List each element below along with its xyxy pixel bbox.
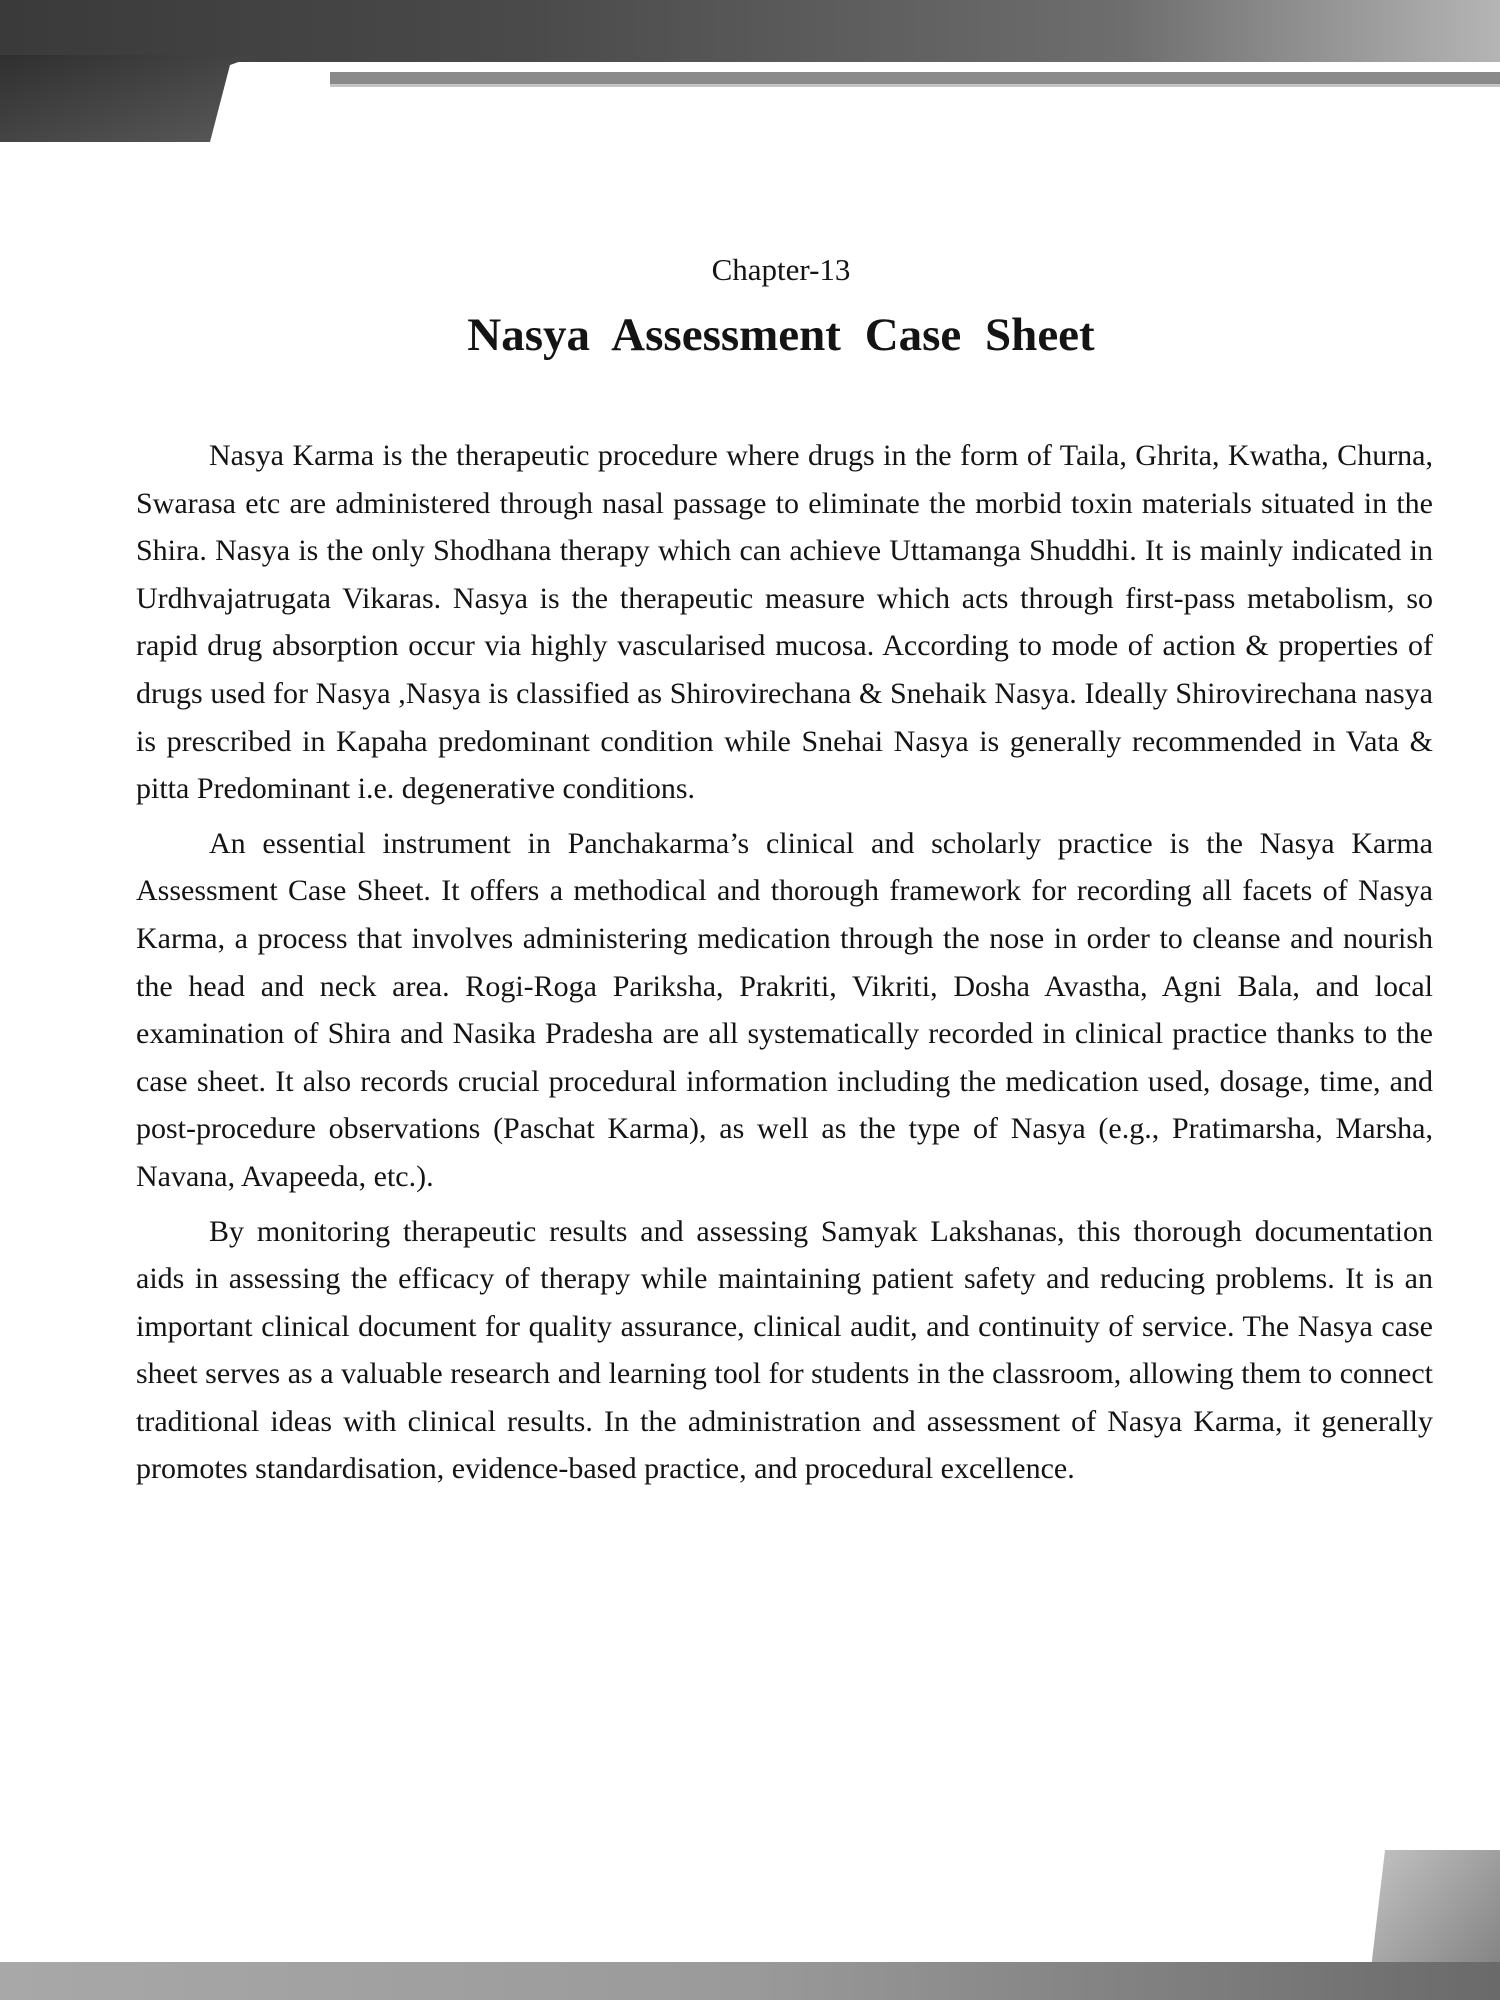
top-decorative-band — [0, 0, 1500, 142]
paragraph-3: By monitoring therapeutic results and assessing Samyak Lakshanas, this thorough documentation aids in assessing the efficacy of therapy while maintaining patient safety and reducing problems. It is an important clinical document for quality assurance, clinical audit, and continuity of service. The Nasya case sheet serves as a valuable research and learning tool for students in the classroom, allowing them to connect traditional ideas with clinical results. In the administration and assessment of Nasya Karma, it generally promotes standardisation, evidence-based practice, and procedural excellence. — [136, 1214, 1433, 1486]
bottom-decorative-band — [0, 1850, 1500, 2000]
paragraph-1: Nasya Karma is the therapeutic procedure where drugs in the form of Taila, Ghrita, Kwatha, Churna, Swarasa etc are administered through nasal passage to eliminate the morbid toxin materials situated in the Shira. Nasya is the only Shodhana therapy which can achieve Uttamanga Shuddhi. It is mainly indicated in Urdhvajatrugata Vikaras. Nasya is the therapeutic measure which acts through first-pass metabolism, so rapid drug absorption occur via highly vascularised mucosa. According to mode of action & properties of drugs used for Nasya ,Nasya is classified as Shirovirechana & Snehaik Nasya. Ideally Shirovirechana nasya is prescribed in Kapaha predominant condition while Snehai Nasya is generally recommended in Vata & pitta Predominant i.e. degenerative conditions. — [136, 439, 1433, 806]
chapter-label: Chapter-13 — [711, 252, 851, 287]
page-title: Nasya Assessment Case Sheet — [467, 309, 1095, 361]
body-text — [136, 432, 1433, 1500]
paragraph-2: An essential instrument in Panchakarma’s clinical and scholarly practice is the Nasya Karma Assessment Case Sheet. It offers a methodical and thorough framework for recording all facets of Nasya Karma, a process that involves administering medication through the nose in order to cleanse and nourish the head and neck area. Rogi-Roga Pariksha, Prakriti, Vikriti, Dosha Avastha, Agni Bala, and local examination of Shira and Nasika Pradesha are all systematically recorded in clinical practice thanks to the case sheet. It also records crucial procedural information including the medication used, dosage, time, and post-procedure observations (Paschat Karma), as well as the type of Nasya (e.g., Pratimarsha, Marsha, Navana, Avapeeda, etc.). — [136, 826, 1433, 1193]
